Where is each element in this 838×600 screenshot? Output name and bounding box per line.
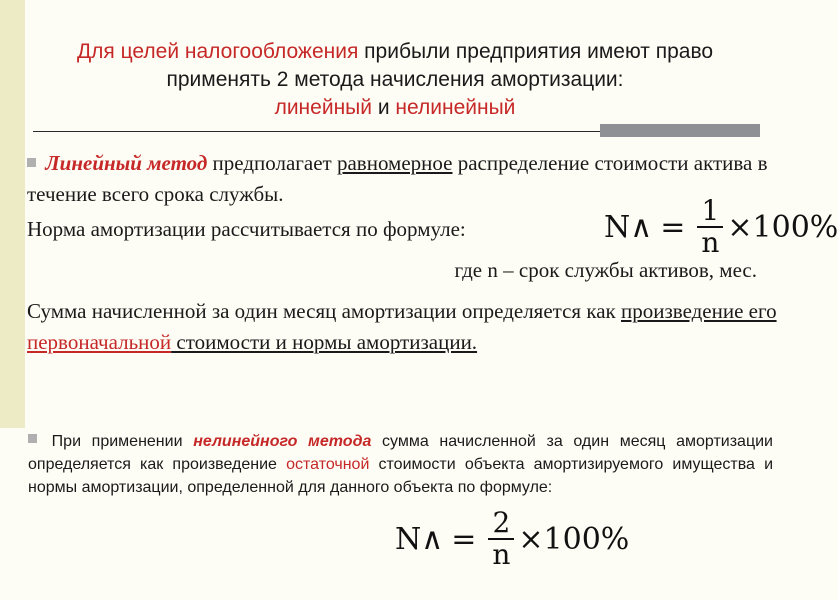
nonlinear-method-term: нелинейного метода xyxy=(193,433,372,450)
sum-underline-2: стоимости и нормы амортизации. xyxy=(171,330,478,354)
title-and: и xyxy=(372,96,396,119)
initial-cost-word: первоначальной xyxy=(27,330,172,354)
residual-word: остаточной xyxy=(286,456,370,473)
formula2-fraction xyxy=(488,508,514,570)
formula2-percent: ×100% xyxy=(518,521,630,557)
linear-method-term: Линейный метод xyxy=(45,151,208,175)
nonlinear-text-b: стоимости объекта амортизируемого имущества и нормы амортизации, определенной для данного объекта по формуле: xyxy=(28,456,774,496)
bullet-icon xyxy=(27,158,36,167)
divider-accent-block xyxy=(600,124,760,137)
nonlinear-text-a: сумма начисленной за один месяц амортизации определяется как произведение xyxy=(28,433,773,473)
norm-formula-text: Норма амортизации рассчитывается по формуле: xyxy=(27,217,466,241)
formula1-denominator: n xyxy=(697,226,723,258)
formula2-numerator: 2 xyxy=(492,506,511,539)
title-red-phrase: Для целей налогообложения xyxy=(76,40,359,63)
bullet-icon xyxy=(28,434,37,443)
title-line1-rest: прибыли предприятия имеют право xyxy=(358,40,714,63)
formula1-eq: = xyxy=(660,209,686,245)
sum-text-a: Сумма начисленной за один месяц амортизации определяется как xyxy=(27,299,621,323)
uniform-word: равномерное xyxy=(336,151,453,175)
title-linear: линейный xyxy=(274,96,372,119)
nonlinear-lead: При применении xyxy=(51,433,194,450)
side-bar-decoration xyxy=(0,0,25,428)
linear-rate-formula xyxy=(604,196,838,258)
sum-underline-1: произведение его xyxy=(621,299,777,323)
linear-text-b: распределение стоимости актива в течение всего срока службы. xyxy=(27,151,768,206)
formula1-percent: ×100% xyxy=(727,209,838,245)
nonlinear-method-section xyxy=(28,430,773,499)
nonlinear-rate-formula xyxy=(395,508,629,570)
formula2-denominator: n xyxy=(488,538,514,570)
formula1-lhs: N∧ xyxy=(604,209,653,245)
formula2-eq: = xyxy=(451,521,477,557)
title-line2: применять 2 метода начисления амортизации: xyxy=(166,68,624,91)
linear-text-a: предполагает xyxy=(207,151,337,175)
where-n-text: где n – срок службы активов, мес. xyxy=(454,258,757,282)
formula1-fraction xyxy=(697,196,723,258)
formula1-numerator: 1 xyxy=(701,194,720,227)
monthly-sum-text xyxy=(27,296,787,358)
title-nonlinear: нелинейный xyxy=(395,96,516,119)
formula2-lhs: N∧ xyxy=(395,521,444,557)
slide-title xyxy=(30,38,760,122)
